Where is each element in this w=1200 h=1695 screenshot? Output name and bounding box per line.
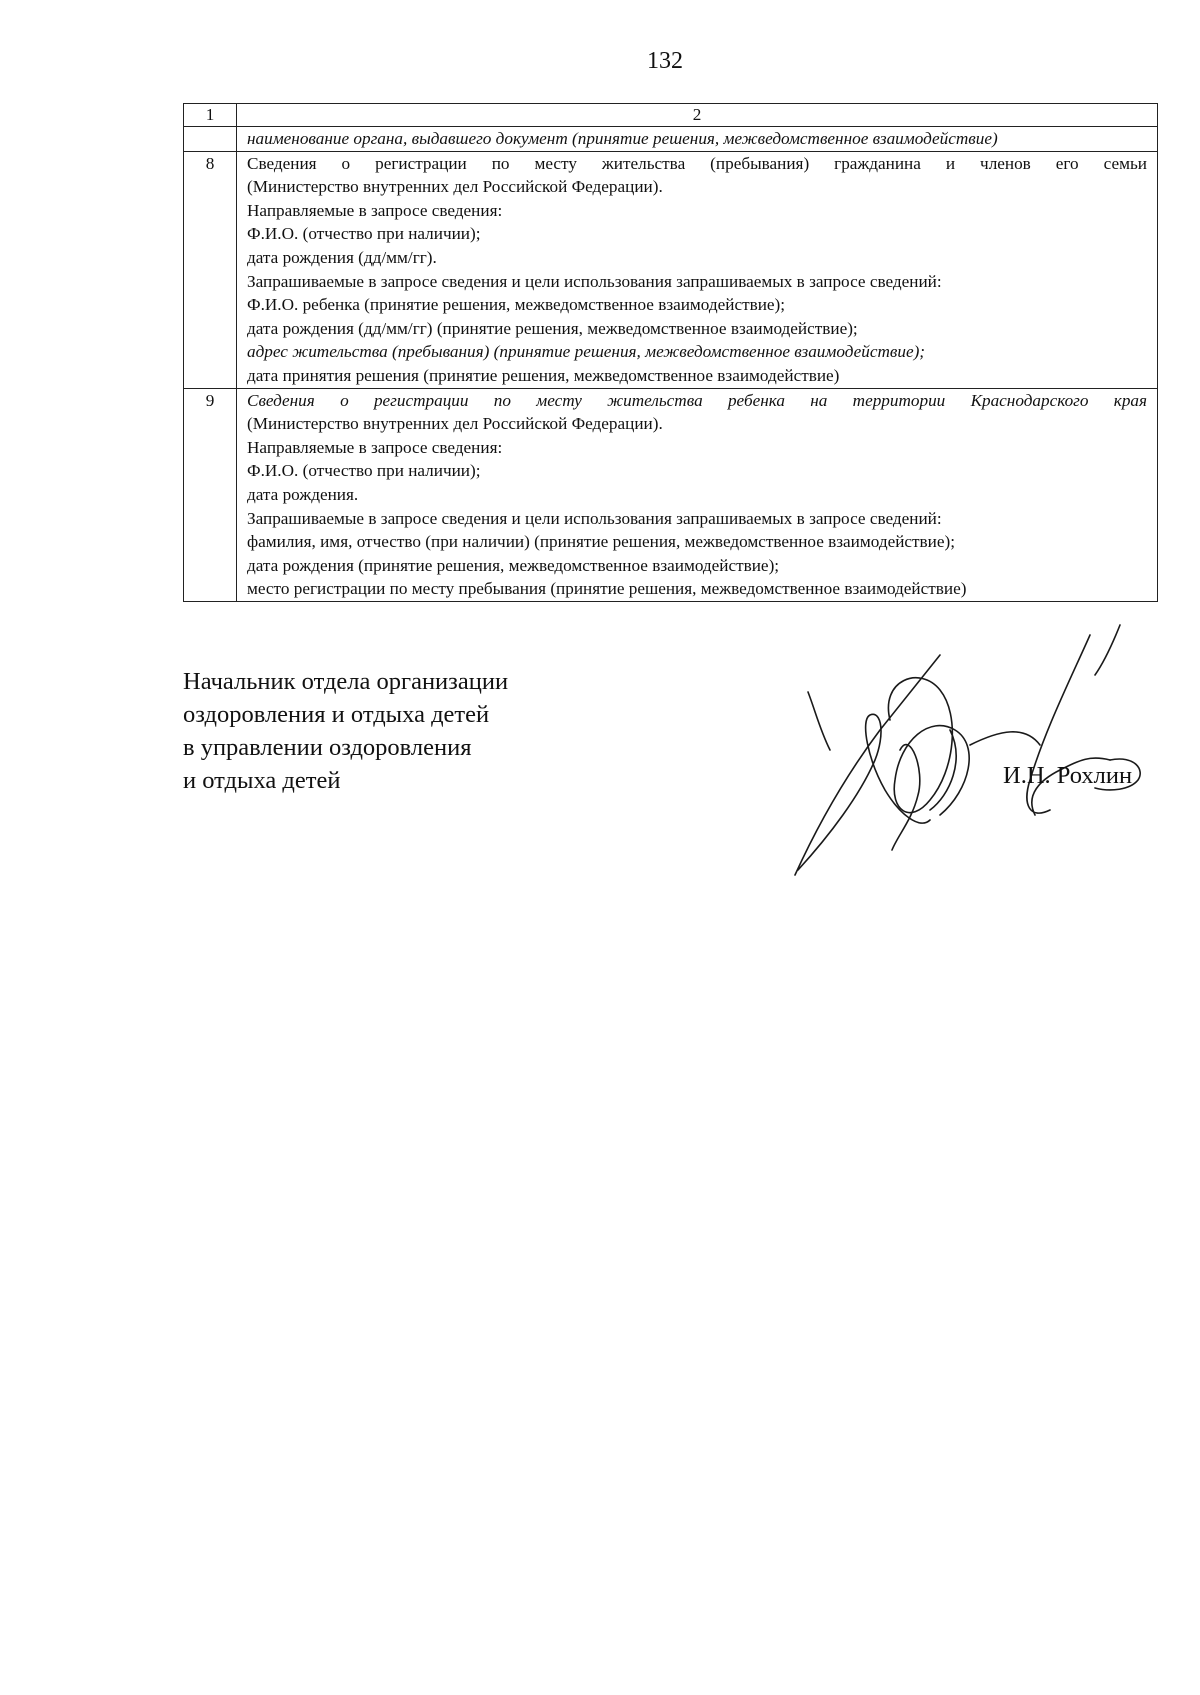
signer-name: И.Н. Рохлин <box>1003 762 1133 789</box>
row-content-line: адрес жительства (пребывания) (принятие решения, межведомственное взаимодействие); <box>247 342 926 362</box>
row-content-line: Направляемые в запросе сведения: <box>247 437 503 457</box>
page-number: 132 <box>647 48 683 74</box>
row-number-cell: 9 <box>184 388 237 601</box>
row-content-line: место регистрации по месту пребывания (принятие решения, межведомственное взаимодействие) <box>247 579 967 599</box>
row-number-cell <box>184 127 237 152</box>
document-table <box>183 103 1158 602</box>
row-content-line: Сведения о регистрации по месту жительства (пребывания) гражданина и членов его семьи <box>247 153 1147 173</box>
row-content-line: Направляемые в запросе сведения: <box>247 200 503 220</box>
signature-title-line: оздоровления и отдыха детей <box>183 701 490 728</box>
signature-title-line: в управлении оздоровления <box>183 734 472 761</box>
row-content-line: (Министерство внутренних дел Российской Федерации). <box>247 177 663 197</box>
table-row <box>184 127 1158 152</box>
signature-title-line: Начальник отдела организации <box>183 668 509 695</box>
row-content-line: Ф.И.О. ребенка (принятие решения, межведомственное взаимодействие); <box>247 295 786 315</box>
handwritten-signature <box>790 620 1170 890</box>
row-content-line: (Министерство внутренних дел Российской Федерации). <box>247 414 663 434</box>
header-cell-content: 2 <box>237 104 1158 127</box>
row-content-line: фамилия, имя, отчество (при наличии) (принятие решения, межведомственное взаимодействие); <box>247 532 956 552</box>
table-row <box>184 388 1158 601</box>
table-row <box>184 151 1158 388</box>
row-content-line: Ф.И.О. (отчество при наличии); <box>247 461 481 481</box>
row-content-line: дата рождения. <box>247 484 359 504</box>
row-content-line: дата рождения (принятие решения, межведомственное взаимодействие); <box>247 555 780 575</box>
row-content-cell <box>237 127 1158 152</box>
row-content-cell <box>237 151 1158 388</box>
signature-title-block <box>183 665 508 797</box>
row-content-line: Сведения о регистрации по месту жительства ребенка на территории Краснодарского края <box>247 390 1147 410</box>
row-content-line: Запрашиваемые в запросе сведения и цели использования запрашиваемых в запросе сведений: <box>247 271 942 291</box>
row-content-line: наименование органа, выдавшего документ (принятие решения, межведомственное взаимодействие) <box>247 129 998 148</box>
row-content-line: дата рождения (дд/мм/гг). <box>247 247 437 267</box>
row-content-line: Ф.И.О. (отчество при наличии); <box>247 224 481 244</box>
row-number-cell: 8 <box>184 151 237 388</box>
row-content-line: Запрашиваемые в запросе сведения и цели использования запрашиваемых в запросе сведений: <box>247 508 942 528</box>
signature-title-line: и отдыха детей <box>183 767 341 794</box>
row-content-line: дата рождения (дд/мм/гг) (принятие решения, межведомственное взаимодействие); <box>247 318 858 338</box>
row-content-line: дата принятия решения (принятие решения, межведомственное взаимодействие) <box>247 365 840 385</box>
row-content-cell <box>237 388 1158 601</box>
header-cell-number: 1 <box>184 104 237 127</box>
table-header-row <box>184 104 1158 127</box>
